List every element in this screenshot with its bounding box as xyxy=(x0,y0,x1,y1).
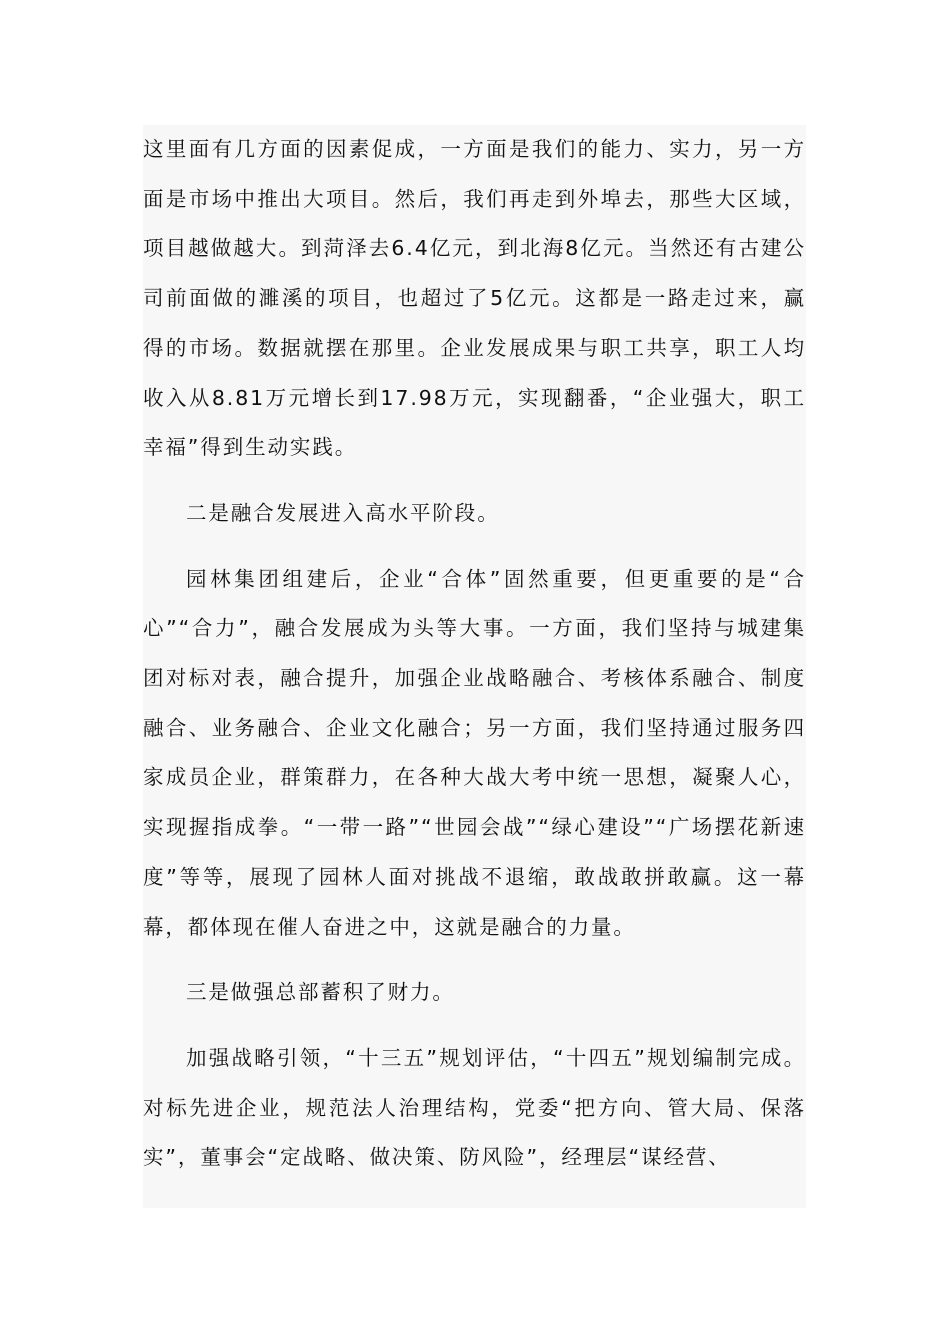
body-paragraph-strategy: 加强战略引领，“十三五”规划评估，“十四五”规划编制完成。对标先进企业，规范法人治理结构，党委“把方向、管大局、保落实”，董事会“定战略、做决策、防风险”，经理层“谋经营、 xyxy=(143,1045,806,1170)
section-heading-headquarters: 三是做强总部蓄积了财力。 xyxy=(186,980,455,1005)
body-paragraph-integration: 园林集团组建后，企业“合体”固然重要，但更重要的是“合心”“合力”，融合发展成为头等大事。一方面，我们坚持与城建集团对标对表，融合提升，加强企业战略融合、考核体系融合、制度融合、业务融合、企业文化融合；另一方面，我们坚持通过服务四家成员企业，群策群力，在各种大战大考中统一思想，凝聚人心，实现握指成拳。“一带一路”“世园会战”“绿心建设”“广场摆花新速度”等等，展现了园林人面对挑战不退缩，敢战敢拼敢赢。这一幕幕，都体现在催人奋进之中，这就是融合的力量。 xyxy=(143,566,806,939)
document-text-block xyxy=(143,125,806,1208)
body-paragraph-continuation: 这里面有几方面的因素促成，一方面是我们的能力、实力，另一方面是市场中推出大项目。然后，我们再走到外埠去，那些大区域，项目越做越大。到菏泽去6.4亿元，到北海8亿元。当然还有古建公司前面做的濉溪的项目，也超过了5亿元。这都是一路走过来，赢得的市场。数据就摆在那里。企业发展成果与职工共享，职工人均收入从8.81万元增长到17.98万元，实现翻番，“企业强大，职工幸福”得到生动实践。 xyxy=(143,137,806,460)
section-heading-integration: 二是融合发展进入高水平阶段。 xyxy=(186,500,500,525)
